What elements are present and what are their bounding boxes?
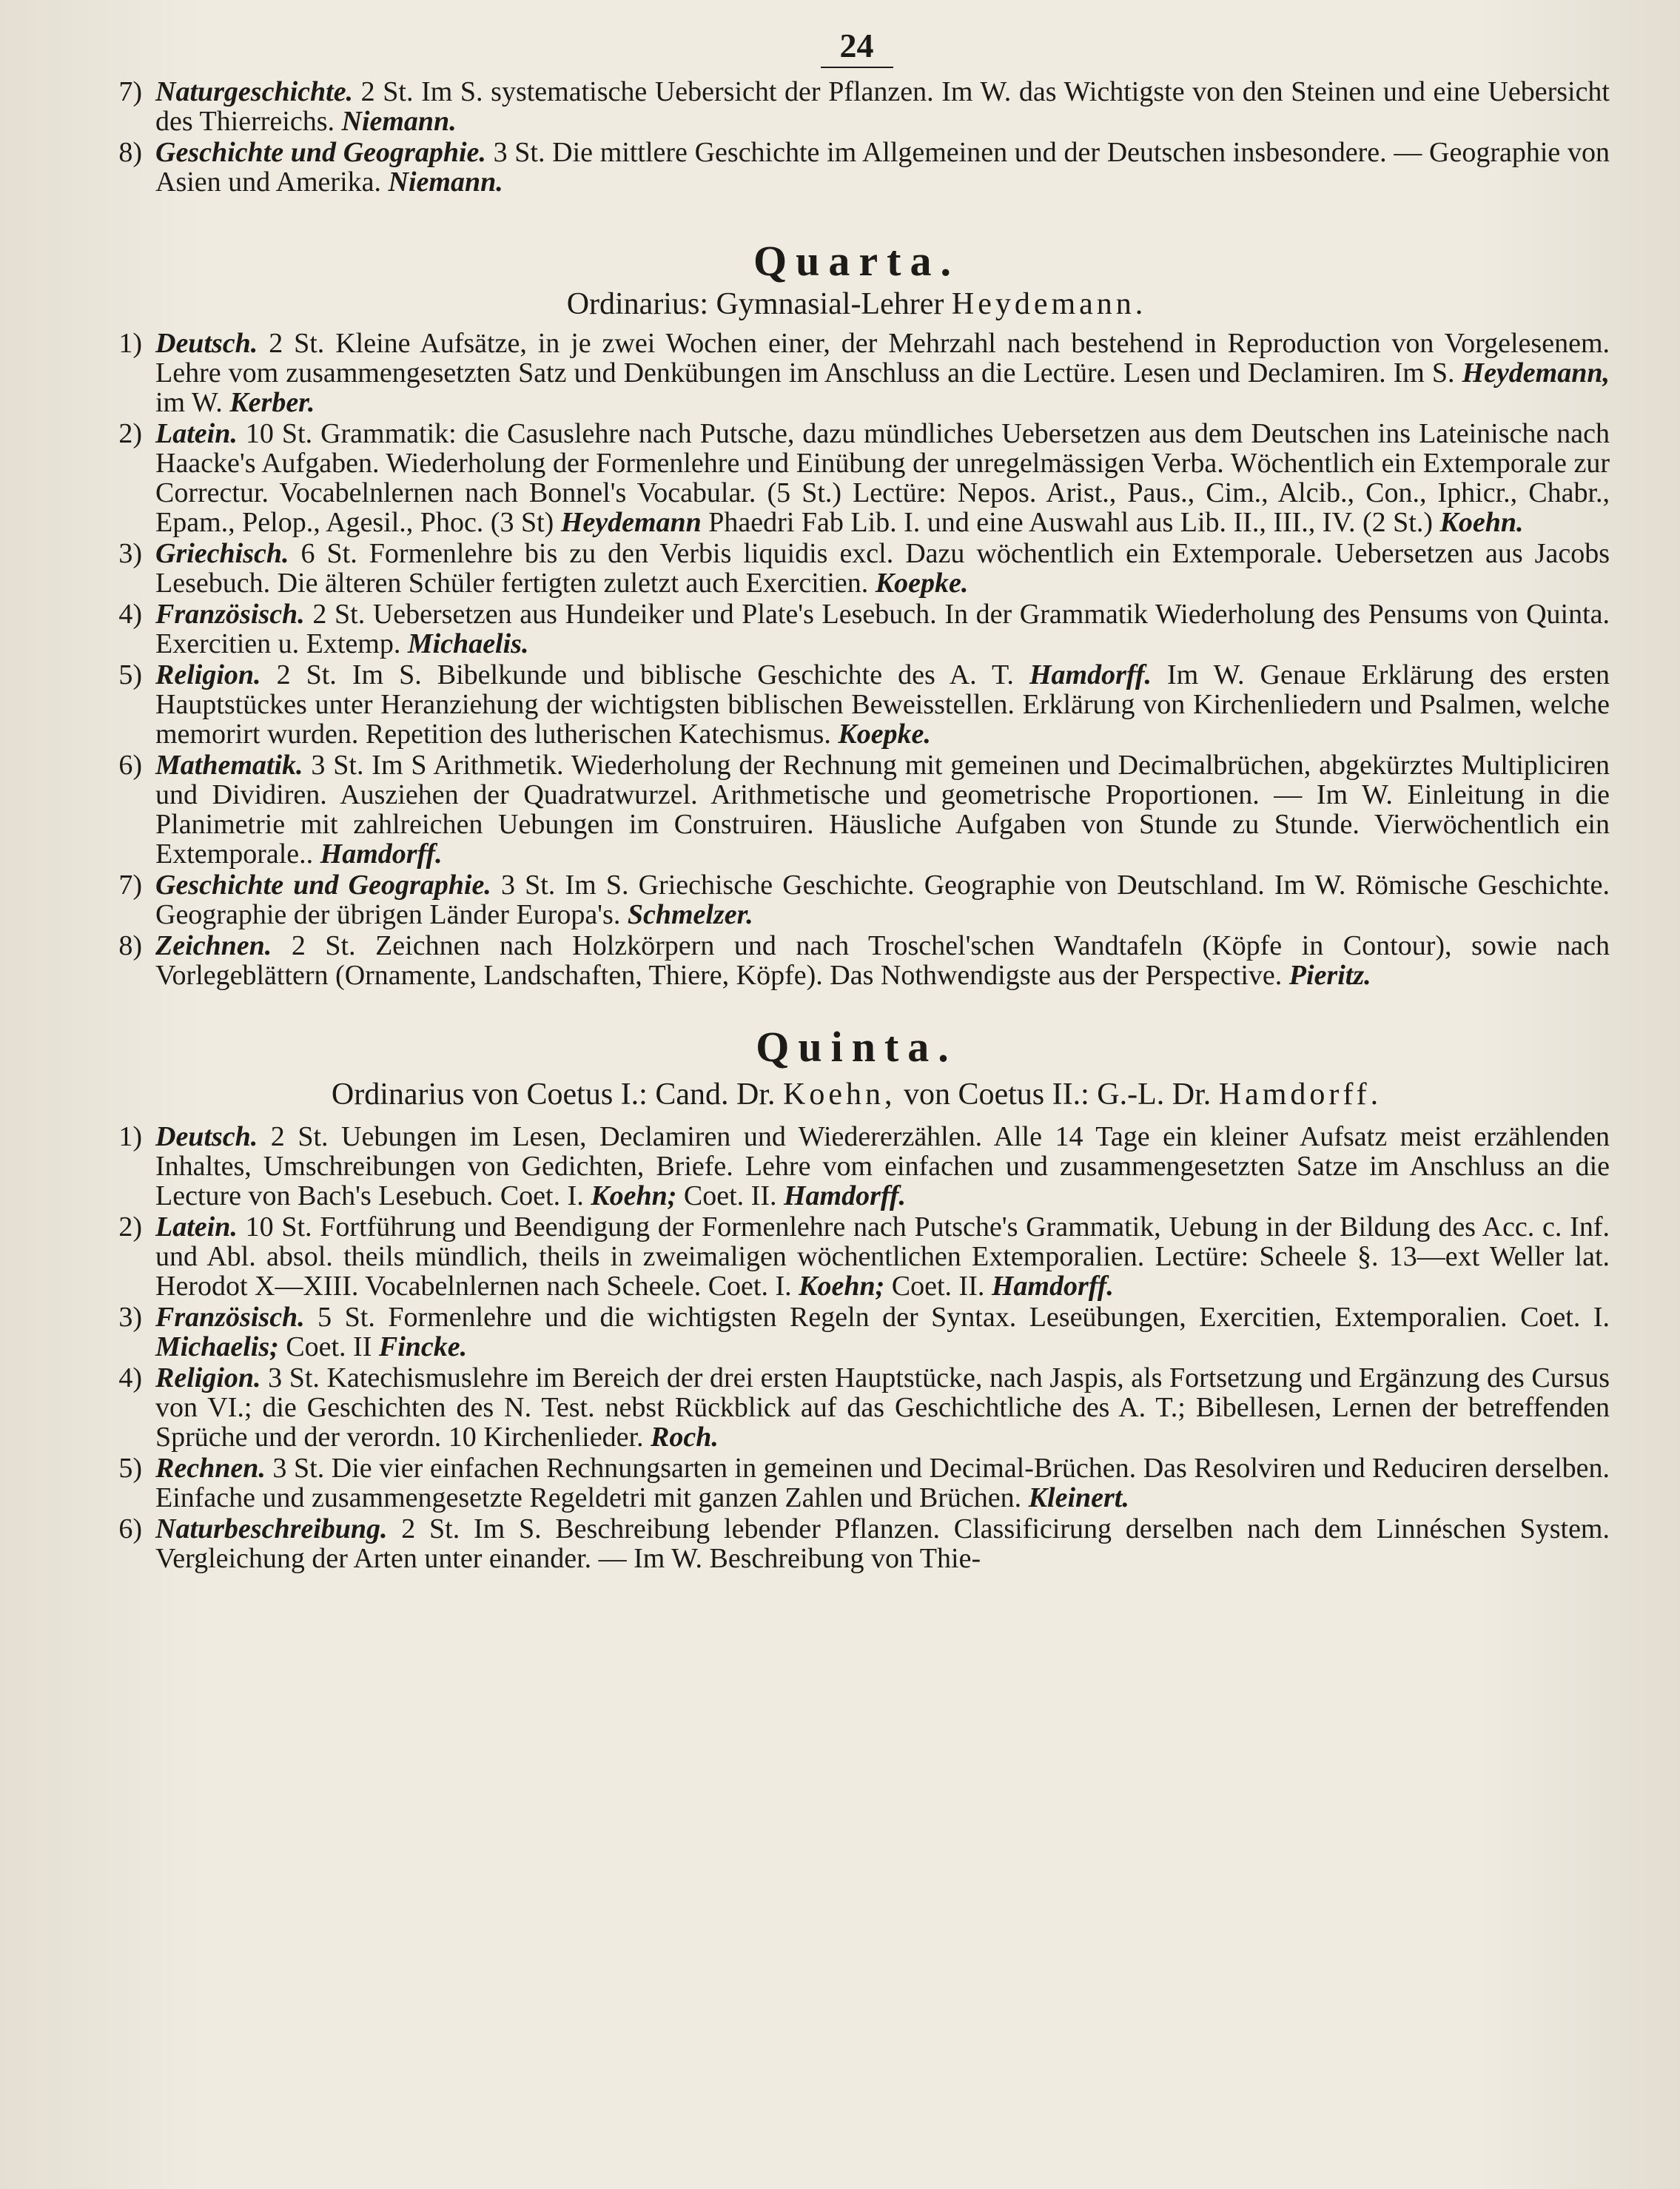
teacher-name: Hamdorff. <box>320 838 443 870</box>
subject-label: Naturgeschichte. <box>155 76 354 107</box>
teacher-name: Michaelis. <box>407 628 529 659</box>
teacher-name: Niemann. <box>341 106 457 137</box>
subject-label: Französisch. <box>155 599 305 630</box>
teacher-name: Koehn; <box>799 1271 885 1302</box>
page-number: 24 <box>104 25 1610 77</box>
teacher-name: Koehn. <box>1439 507 1524 538</box>
subject-label: Griechisch. <box>155 538 289 569</box>
subject-label: Deutsch. <box>155 328 258 359</box>
teacher-name: Heydemann, <box>1462 357 1610 389</box>
teacher-name: Kleinert. <box>1028 1482 1129 1513</box>
teacher-name: Michaelis; <box>155 1331 279 1362</box>
subject-label: Religion. <box>155 659 261 690</box>
teacher-name: Schmelzer. <box>627 899 753 930</box>
teacher-name: Fincke. <box>378 1331 468 1362</box>
subject-label: Rechnen. <box>155 1453 266 1484</box>
subject-label: Geschichte und Geographie. <box>155 870 491 901</box>
subject-label: Mathematik. <box>155 750 303 781</box>
ordinarius-quarta: Ordinarius: Gymnasial-Lehrer Heydemann. <box>566 287 1147 321</box>
list-item: 5) Religion. 2 St. Im S. Bibelkunde und biblische Geschichte des A. T. Hamdorff. Im W. Genaue Erklärung des ersten Hauptstückes unter Heranziehung der wichtigsten biblischen Beweisstellen. Erklärung von Kirchenliedern und Psalmen, welche memorirt wurden. Repetition des lutherischen Katechismus. Koepke. <box>118 659 1610 750</box>
list-item: 4) Religion. 3 St. Katechismuslehre im Bereich der drei ersten Hauptstücke, nach Jaspis, als Fortsetzung und Ergänzung des Cursus von VI.; die Geschichten des N. Test. nebst Rückblick auf das Geschichtliche des A. T.; Bibellesen, Lernen der betreffenden Sprüche und der verordn. 10 Kirchenlieder. Roch. <box>118 1362 1610 1453</box>
list-item: 7) Naturgeschichte. 2 St. Im S. systematische Uebersicht der Pflanzen. Im W. das Wichtigste von den Steinen und eine Uebersicht des Thierreichs. Niemann. <box>118 76 1610 137</box>
teacher-name: Heydemann <box>560 507 702 538</box>
quinta-entries <box>104 1122 1610 1573</box>
list-item: 8) Zeichnen. 2 St. Zeichnen nach Holzkörpern und nach Troschel'schen Wandtafeln (Köpfe in Contour), sowie nach Vorlegeblättern (Ornamente, Landschaften, Thiere, Köpfe). Das Nothwendigste aus der Perspective. Pieritz. <box>118 930 1610 991</box>
list-item: 7) Geschichte und Geographie. 3 St. Im S. Griechische Geschichte. Geographie von Deutschland. Im W. Römische Geschichte. Geographie der übrigen Länder Europa's. Schmelzer. <box>118 870 1610 930</box>
list-item: 2) Latein. 10 St. Grammatik: die Casuslehre nach Putsche, dazu mündliches Uebersetzen aus dem Deutschen ins Lateinische nach Haacke's Aufgaben. Wiederholung der Formenlehre und Einübung der unregelmässigen Verba. Wöchentlich ein Extemporale zur Correctur. Vocabelnlernen nach Bonnel's Vocabular. (5 St.) Lectüre: Nepos. Arist., Paus., Cim., Alcib., Con., Iphicr., Chabr., Epam., Pelop., Agesil., Phoc. (3 St) Heydemann Phaedri Fab Lib. I. und eine Auswahl aus Lib. II., III., IV. (2 St.) Koehn. <box>118 418 1610 538</box>
teacher-name: Hamdorff. <box>1029 659 1152 690</box>
subject-label: Französisch. <box>155 1302 305 1333</box>
teacher-name: Koepke. <box>875 568 969 599</box>
teacher-name: Kerber. <box>229 387 315 418</box>
teacher-name: Koehn; <box>591 1180 677 1211</box>
teacher-name: Pieritz. <box>1288 960 1371 991</box>
teacher-name: Hamdorff. <box>783 1180 907 1211</box>
subject-label: Deutsch. <box>155 1121 258 1152</box>
subject-label: Religion. <box>155 1362 261 1393</box>
section-title-quinta: Quinta. <box>756 1023 958 1071</box>
list-item: 1) Deutsch. 2 St. Kleine Aufsätze, in je zwei Wochen einer, der Mehrzahl nach bestehend in Reproduction von Vorgelesenem. Lehre vom zusammengesetzten Satz und Denkübungen im Anschluss an die Lectüre. Lesen und Declamiren. Im S. Heydemann, im W. Kerber. <box>118 328 1610 418</box>
list-item: 6) Mathematik. 3 St. Im S Arithmetik. Wiederholung der Rechnung mit gemeinen und Decimalbrüchen, abgekürztes Multipliciren und Dividiren. Ausziehen der Quadratwurzel. Arithmetische und geometrische Proportionen. — Im W. Einleitung in die Planimetrie mit zahlreichen Uebungen im Construiren. Häusliche Aufgaben von Stunde zu Stunde. Vierwöchentlich ein Extemporale.. Hamdorff. <box>118 750 1610 870</box>
list-item: 5) Rechnen. 3 St. Die vier einfachen Rechnungsarten in gemeinen und Decimal-Brüchen. Das Resolviren und Reduciren derselben. Einfache und zusammengesetzte Regeldetri mit ganzen Zahlen und Brüchen. Kleinert. <box>118 1453 1610 1513</box>
teacher-name: Niemann. <box>388 167 503 198</box>
teacher-name: Koepke. <box>838 719 931 750</box>
teacher-name: Hamdorff. <box>991 1271 1114 1302</box>
top-entries <box>104 77 1610 197</box>
list-item: 6) Naturbeschreibung. 2 St. Im S. Beschreibung lebender Pflanzen. Classificirung derselben nach dem Linnéschen System. Vergleichung der Arten unter einander. — Im W. Beschreibung von Thie- <box>118 1513 1610 1574</box>
teacher-name: Roch. <box>651 1422 719 1453</box>
list-item: 3) Griechisch. 6 St. Formenlehre bis zu den Verbis liquidis excl. Dazu wöchentlich ein Extemporale. Uebersetzen aus Jacobs Lesebuch. Die älteren Schüler fertigten zuletzt auch Exercitien. Koepke. <box>118 538 1610 599</box>
section-title-quarta: Quarta. <box>753 237 960 285</box>
list-item: 4) Französisch. 2 St. Uebersetzen aus Hundeiker und Plate's Lesebuch. In der Grammatik Wiederholung des Pensums von Quinta. Exercitien u. Extemp. Michaelis. <box>118 599 1610 659</box>
list-item: 3) Französisch. 5 St. Formenlehre und die wichtigsten Regeln der Syntax. Leseübungen, Exercitien, Extemporalien. Coet. I. Michaelis; Coet. II Fincke. <box>118 1302 1610 1362</box>
list-item: 8) Geschichte und Geographie. 3 St. Die mittlere Geschichte im Allgemeinen und der Deutschen insbesondere. — Geographie von Asien und Amerika. Niemann. <box>118 137 1610 198</box>
subject-label: Latein. <box>155 1211 238 1243</box>
subject-label: Zeichnen. <box>155 930 272 961</box>
subject-label: Latein. <box>155 418 238 449</box>
list-item: 2) Latein. 10 St. Fortführung und Beendigung der Formenlehre nach Putsche's Grammatik, Uebung in der Bildung des Acc. c. Inf. und Abl. absol. theils mündlich, theils in zweimaligen wöchentlichen Extemporalien. Lectüre: Scheele §. 13—ext Weller lat. Herodot X—XIII. Vocabelnlernen nach Scheele. Coet. I. Koehn; Coet. II. Hamdorff. <box>118 1211 1610 1302</box>
ordinarius-quinta: Ordinarius von Coetus I.: Cand. Dr. Koehn, von Coetus II.: G.-L. Dr. Hamdorff. <box>331 1077 1382 1112</box>
subject-label: Geschichte und Geographie. <box>155 137 486 168</box>
quarta-entries <box>104 329 1610 990</box>
list-item: 1) Deutsch. 2 St. Uebungen im Lesen, Declamiren und Wiedererzählen. Alle 14 Tage ein kleiner Aufsatz meist erzählenden Inhaltes, Umschreibungen von Gedichten, Briefe. Lehre vom einfachen und zusammengesetzten Satze im Anschluss an die Lecture von Bach's Lesebuch. Coet. I. Koehn; Coet. II. Hamdorff. <box>118 1121 1610 1211</box>
subject-label: Naturbeschreibung. <box>155 1513 388 1544</box>
